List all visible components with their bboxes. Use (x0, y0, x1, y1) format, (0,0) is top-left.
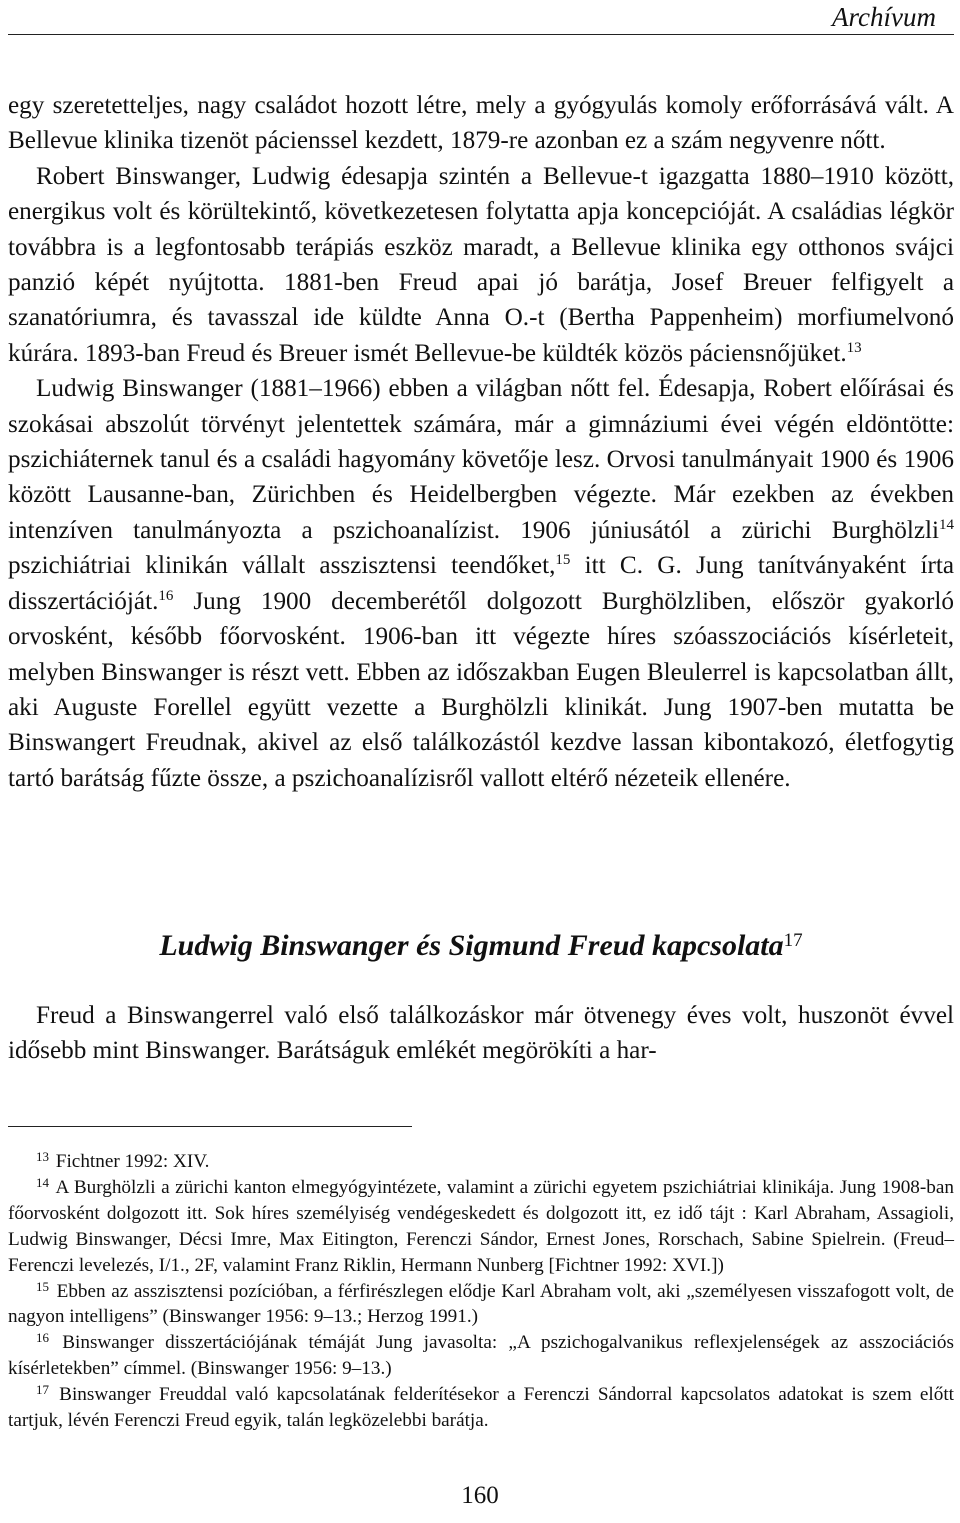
footnote-text: Ebben az asszisztensi pozícióban, a férfirészlegen elődje Karl Abraham volt, aki „személyesen visszafogott volt, de nagyon intelligens” (Binswanger 1956: 9–13.; Herzog 1991.) (8, 1280, 954, 1328)
footnotes (8, 1149, 954, 1434)
footnote-number: 15 (36, 1278, 49, 1294)
header-rule (8, 34, 954, 35)
page-number: 160 (461, 1482, 499, 1509)
footnote-text: Fichtner 1992: XIV. (55, 1151, 210, 1172)
paragraph-ludwig-text-c: itt C. G. Jung tanítványaként írta disszertációját. (8, 552, 955, 615)
body-text (8, 88, 954, 796)
page-header (0, 0, 960, 42)
footnote-rule (8, 1126, 412, 1127)
paragraph-continued: egy szeretetteljes, nagy családot hozott létre, mely a gyógyulás komoly erőforrásává vált. A Bellevue klinika tizenöt pácienssel kezdett, 1879-re azonban ez a szám negyvenre nőtt. (8, 92, 954, 155)
footnote-number: 14 (36, 1174, 49, 1190)
footnote-number: 17 (36, 1382, 49, 1398)
footnote-ref-14: 14 (939, 516, 954, 533)
section-heading-text: Ludwig Binswanger és Sigmund Freud kapcsolata (159, 929, 784, 962)
paragraph-ludwig-text-a: Ludwig Binswanger (1881–1966) ebben a világban nőtt fel. Édesapja, Robert előírásai és szokásai abszolút törvényt jelentettek számára, már a gimnáziumi évei végén eldöntötte: pszichiáternek tanul és a családi hagyomány követője lesz. Orvosi tanulmányait 1900 és 1906 között Lausanne-ban, Zürichben és Heidelbergben végezte. Már ezekben az években intenzíven tanulmányozta a pszichoanalízist. 1906 júniusától a zürichi Burghölzli (8, 375, 954, 544)
footnote-number: 13 (36, 1149, 49, 1164)
section-heading (8, 924, 954, 968)
footnote-ref-17: 17 (783, 930, 803, 951)
paragraph-freud-meeting: Freud a Binswangerrel való első találkozáskor már ötvenegy éves volt, huszonöt évvel idősebb mint Binswanger. Barátságuk emlékét megörökíti a har- (8, 1002, 954, 1065)
paragraph-ludwig-text-b: pszichiátriai klinikán vállalt asszisztensi teendőket, (8, 552, 556, 580)
footnote-text: A Burghölzli a zürichi kanton elmegyógyintézete, valamint a zürichi egyetem pszichiátriai klinikája. Jung 1908-ban főorvosként dolgozott itt. Sok híres személyiség vendégeskedett és dolgozott itt, ez idő tájt : Karl Abraham, Assagioli, Ludwig Binswanger, Décsi Imre, Max Eitington, Ferenczi Sándor, Ernest Jones, Rorschach, Sabine Spielrein. (Freud–Ferenczi levelezés, I/1., 2F, valamint Franz Riklin, Hermann Nunberg [Fichtner 1992: XVI.]) (8, 1176, 954, 1276)
footnote-ref-13: 13 (846, 339, 862, 356)
footnote-number: 16 (36, 1330, 49, 1346)
footnote-text: Binswanger Freuddal való kapcsolatának felderítésekor a Ferenczi Sándorral kapcsolatos adatokat is szem előtt tartjuk, lévén Ferenczi Freud egyik, talán legközelebbi barátja. (8, 1384, 954, 1432)
footnote-14 (8, 1175, 954, 1279)
footnote-ref-16: 16 (158, 587, 174, 604)
footnote-text: Binswanger disszertációjának témáját Jung javasolta: „A pszichogalvanikus reflexjelenségek az asszociációs kísérletekben” címmel. (Binswanger 1956: 9–13.) (8, 1332, 954, 1380)
running-title: Archívum (832, 2, 936, 32)
paragraph-robert-text: Robert Binswanger, Ludwig édesapja szintén a Bellevue-t igazgatta 1880–1910 között, energikus volt és körültekintő, következetesen folytatta apja koncepcióját. A családias légkör továbbra is a legfontosabb terápiás eszköz maradt, a Bellevue klinika egy otthonos svájci panzió képét nyújtotta. 1881-ben Freud apai jó barátja, Josef Breuer felfigyelt a szanatóriumra, és tavasszal ide küldte Anna O.-t (Bertha Pappenheim) morfiumelvonó kúrára. 1893-ban Freud és Breuer ismét Bellevue-be küldték közös páciensnőjüket. (8, 162, 954, 367)
footnote-ref-15: 15 (555, 552, 571, 569)
paragraph-ludwig (8, 371, 954, 796)
footnote-15 (8, 1279, 954, 1331)
footnote-13 (8, 1149, 954, 1175)
paragraph-ludwig-text-d: Jung 1900 decemberétől dolgozott Burghölzliben, először gyakorló orvosként, később főorvosként. 1906-ban itt végezte híres szóasszociációs kísérleteit, melyben Binswanger is részt vett. Ebben az időszakban Eugen Bleulerrel is kapcsolatban állt, aki Auguste Forellel együtt vezette a Burghölzli klinikát. Jung 1907-ben mutatta be Binswangert Freudnak, akivel az első találkozástól kezdve lassan kibontakozó, életfogytig tartó barátság fűzte össze, a pszichoanalízisről vallott eltérő nézeteik ellenére. (8, 587, 954, 792)
footnote-16 (8, 1330, 954, 1382)
paragraph-robert (8, 159, 954, 371)
footnote-17 (8, 1382, 954, 1434)
